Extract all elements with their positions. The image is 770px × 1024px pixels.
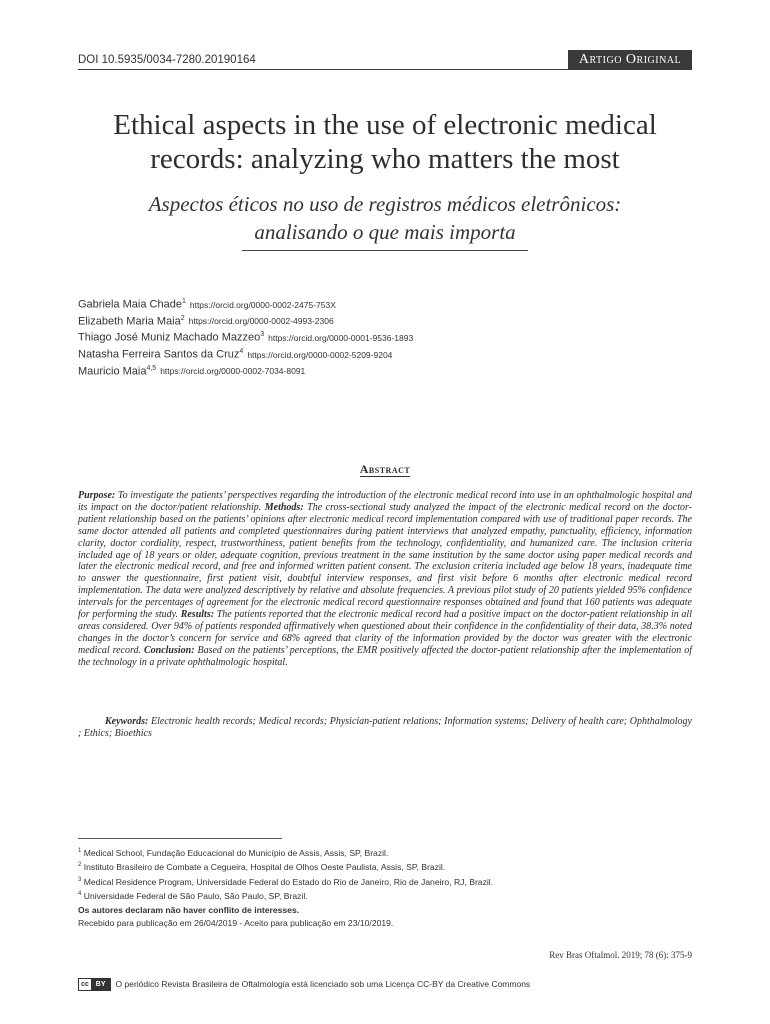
results-label: Results: <box>180 609 215 621</box>
purpose-label: Purpose: <box>78 490 116 501</box>
footnote-marker: 2 <box>78 862 82 869</box>
keywords-label: Keywords: <box>105 716 149 727</box>
author-entry <box>78 312 692 329</box>
article-subtitle <box>78 190 692 246</box>
author-orcid-link[interactable]: https://orcid.org/0000-0001-9536-1893 <box>268 332 414 343</box>
author-name: Mauricio Maia <box>78 365 147 378</box>
footnote-item <box>78 874 692 888</box>
license-text: O periódico Revista Brasileira de Oftalmologia está licenciado sob uma Licença CC-BY da Creative Commons <box>115 979 531 989</box>
subtitle-line-1: Aspectos éticos no uso de registros médicos eletrônicos: <box>148 192 622 216</box>
title-line-2: records: analyzing who matters the most <box>150 143 620 175</box>
article-type-badge: Artigo Original <box>568 50 692 70</box>
author-name: Elizabeth Maria Maia <box>78 315 181 328</box>
footnote-item <box>78 859 692 873</box>
conflict-statement: Os autores declaram não haver conflito de interesses. <box>78 905 300 916</box>
author-orcid-link[interactable]: https://orcid.org/0000-0002-7034-8091 <box>160 366 306 377</box>
footnote-marker: 1 <box>78 848 82 854</box>
methods-text: The cross-sectional study analyzed the impact of the electronic medical record on the doctor-patient relationship based on the patients’ opinions after electronic medical record implementation compared with use of traditional paper records. The same doctor attended all patients and completed questionnaires during patient interviews that analyzed empathy, punctuality, efficiency, information clarity, doctor cordiality, respect, trustworthiness, patient benefits from the technology, confidentiality, and humanized care. The inclusion criteria included age of 18 years or older, adequate cognition, previous treatment in the same institution by the same doctor using paper medical records and later the electronic medical record, and free and informed written patient consent. The exclusion criteria included age below 18 years, inadequate time to answer the questionnaire, first patient visit, doubtful interview responses, and first visit before 6 months after electronic medical record implementation. The data were analyzed descriptively by relative and absolute frequencies. A previous pilot study of 20 patients yielded 95% confidence intervals for the percentages of agreement for the electronic medical record questionnaire responses obtained and found that 160 patients was adequate for performing the study. <box>78 501 692 621</box>
author-affiliation: 4 <box>239 347 244 355</box>
author-name: Natasha Ferreira Santos da Cruz <box>78 348 240 361</box>
subtitle-line-2: analisando o que mais importa <box>254 220 516 244</box>
author-affiliation: 4,5 <box>146 364 157 372</box>
footnote-marker: 3 <box>78 876 82 883</box>
cc-by-license-icon[interactable] <box>78 978 111 991</box>
cc-badge-right: BY <box>92 979 110 990</box>
footnote-text: Medical School, Fundação Educacional do Município de Assis, Assis, SP, Brazil. <box>81 847 389 858</box>
license-line <box>78 977 530 991</box>
footnote-text: Instituto Brasileiro de Combate a Cegueira, Hospital de Olhos Oeste Paulista, Assis, SP, Brazil. <box>81 862 446 873</box>
abstract-heading-text: Abstract <box>359 462 411 476</box>
footnote-text: Medical Residence Program, Universidade Federal do Estado do Rio de Janeiro, Rio de Janeiro, RJ, Brazil. <box>81 876 494 887</box>
title-line-1: Ethical aspects in the use of electronic medical <box>113 109 657 141</box>
footnote-item <box>78 845 692 859</box>
abstract-body <box>78 490 692 669</box>
author-name: Thiago José Muniz Machado Mazzeo <box>78 331 261 344</box>
footnote-divider <box>78 838 282 839</box>
keywords <box>78 716 692 740</box>
keywords-text: Electronic health records; Medical records; Physician-patient relations; Information systems; Delivery of health care; Ophthalmology ; Ethics; Bioethics <box>78 716 692 739</box>
footnote-text: Universidade Federal de São Paulo, São Paulo, SP, Brazil. <box>81 890 308 901</box>
author-list <box>78 295 692 378</box>
doi-label: DOI 10.5935/0034-7280.20190164 <box>78 54 256 66</box>
author-orcid-link[interactable]: https://orcid.org/0000-0002-5209-9204 <box>247 349 393 360</box>
author-orcid-link[interactable]: https://orcid.org/0000-0002-4993-2306 <box>188 316 334 327</box>
purpose-text: To investigate the patients’ perspectives regarding the introduction of the electronic medical record into use in an ophthalmologic hospital and its impact on the doctor/patient relationship. <box>78 490 692 513</box>
author-entry <box>78 328 692 345</box>
journal-citation: Rev Bras Oftalmol. 2019; 78 (6): 375-9 <box>549 950 692 960</box>
article-title <box>78 108 692 176</box>
author-entry <box>78 345 692 362</box>
author-entry <box>78 362 692 379</box>
author-affiliation: 1 <box>181 298 186 305</box>
author-name: Gabriela Maia Chade <box>78 298 182 311</box>
footnotes <box>78 845 692 929</box>
author-orcid-link[interactable]: https://orcid.org/0000-0002-2475-753X <box>189 299 336 310</box>
author-affiliation: 2 <box>180 314 185 322</box>
cc-badge-left: cc <box>79 979 92 990</box>
submission-dates: Recebido para publicação em 26/04/2019 - Aceito para publicação em 23/10/2019. <box>78 917 394 928</box>
conclusion-text: Based on the patients’ perceptions, the EMR positively affected the doctor-patient relationship after the implementation of the technology in a private ophthalmologic hospital. <box>78 644 692 668</box>
author-entry <box>78 295 692 312</box>
methods-label: Methods: <box>264 501 304 513</box>
footnote-marker: 4 <box>78 891 82 898</box>
footnote-item <box>78 888 692 902</box>
abstract-heading <box>78 462 692 477</box>
title-divider <box>242 250 528 251</box>
results-text: The patients reported that the electronic medical record had a positive impact on the doctor-patient relationship in all areas considered. Over 94% of patients responded affirmatively when questioned about their confidence in the confidentiality of their data, 38.3% noted changes in the doctor’s concern for service and 68% agreed that clarity of the information provided by the doctor was greater with the electronic medical record. <box>78 609 692 656</box>
author-affiliation: 3 <box>260 331 265 339</box>
header-divider <box>78 69 692 70</box>
conclusion-label: Conclusion: <box>143 644 195 656</box>
